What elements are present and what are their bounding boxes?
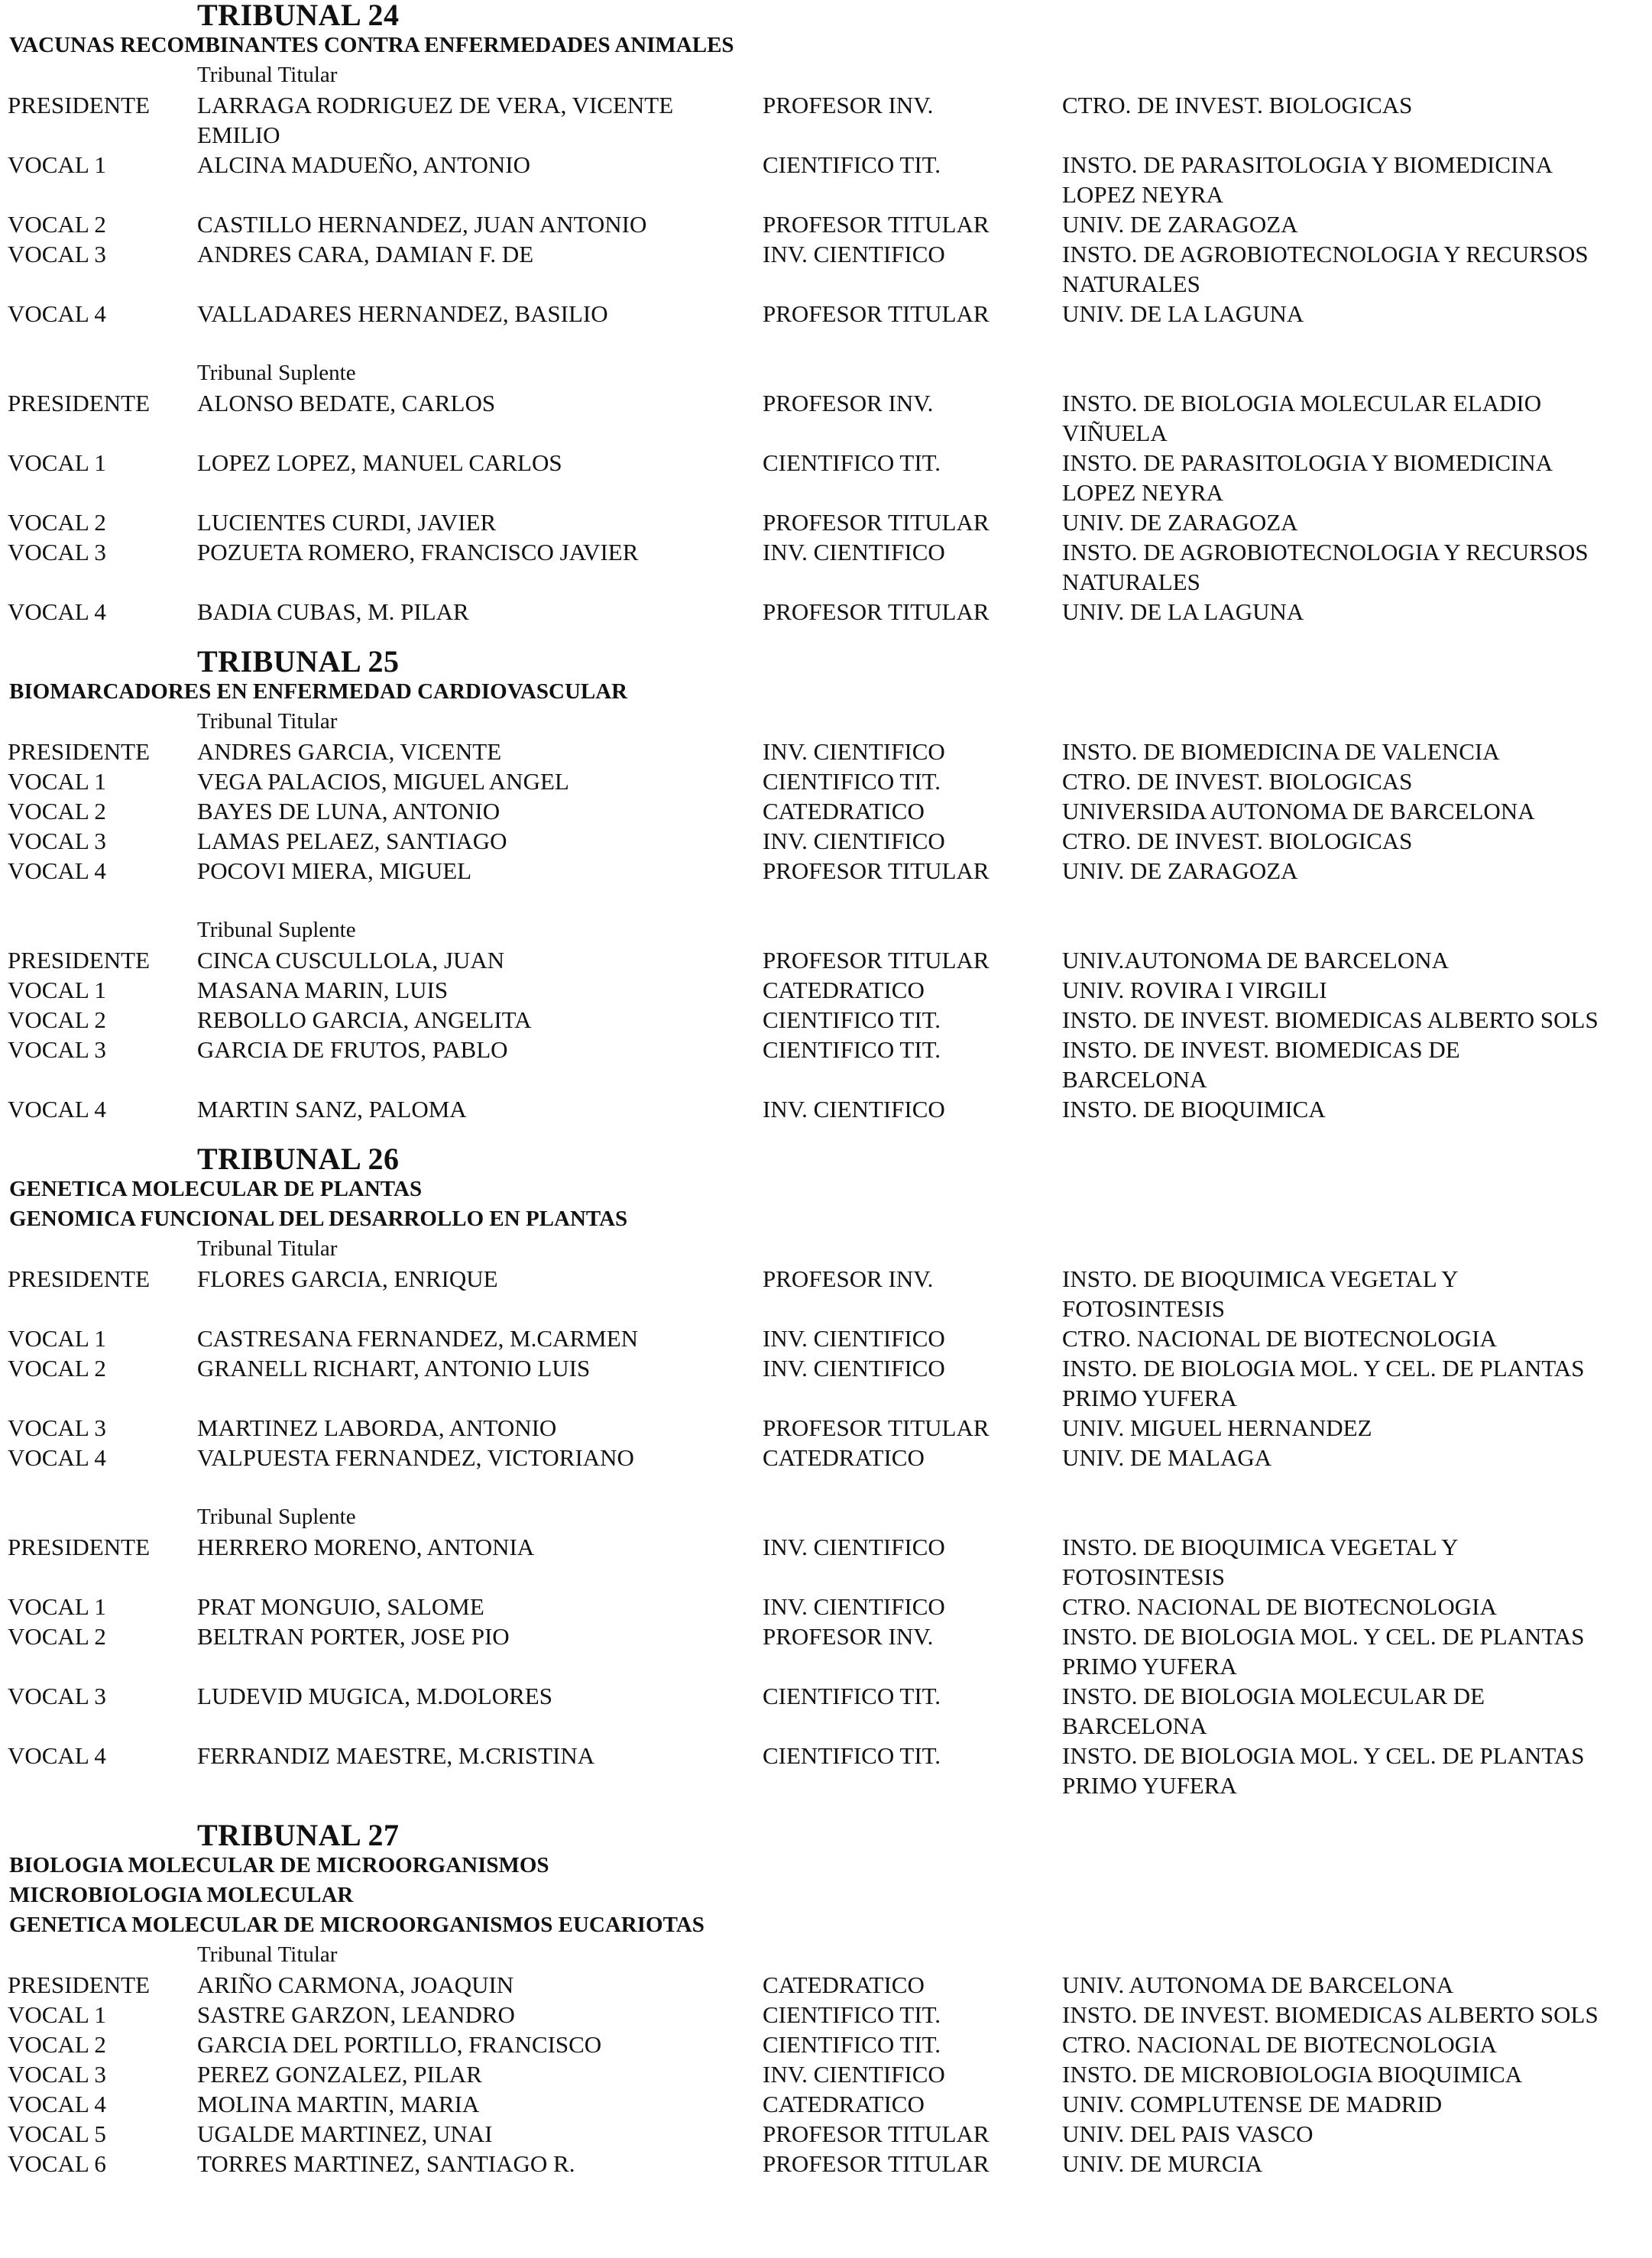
member-role: VOCAL 4 (8, 2091, 106, 2117)
member-role: VOCAL 2 (8, 798, 106, 824)
member-organization: INSTO. DE BIOQUIMICA (1062, 1096, 1326, 1123)
tribunal-group-label: Tribunal Suplente (197, 361, 356, 385)
member-role: VOCAL 4 (8, 857, 106, 884)
member-name: FERRANDIZ MAESTRE, M.CRISTINA (197, 1742, 595, 1769)
member-role: VOCAL 1 (8, 151, 106, 178)
member-row (0, 826, 1652, 856)
member-category: PROFESOR TITULAR (763, 211, 990, 238)
member-name: CINCA CUSCULLOLA, JUAN (197, 947, 505, 973)
member-category: PROFESOR TITULAR (763, 1414, 990, 1441)
member-role: VOCAL 1 (8, 449, 106, 476)
member-organization: CTRO. DE INVEST. BIOLOGICAS (1062, 92, 1413, 118)
member-name: CASTRESANA FERNANDEZ, M.CARMEN (197, 1325, 639, 1352)
member-category: PROFESOR INV. (763, 1265, 934, 1292)
member-name: BELTRAN PORTER, JOSE PIO (197, 1623, 510, 1650)
member-role: VOCAL 1 (8, 768, 106, 795)
member-row (0, 1443, 1652, 1472)
tribunal-section (0, 1144, 1652, 1820)
member-category: PROFESOR TITULAR (763, 2120, 990, 2147)
member-category: CATEDRATICO (763, 1444, 925, 1471)
member-role: VOCAL 2 (8, 2031, 106, 2058)
member-organization: UNIV. DEL PAIS VASCO (1062, 2120, 1314, 2147)
member-row (0, 2089, 1652, 2119)
member-category: INV. CIENTIFICO (763, 1534, 945, 1560)
tribunal-group-label: Tribunal Titular (197, 1236, 338, 1261)
tribunal-title: TRIBUNAL 25 (197, 644, 400, 679)
member-name: SASTRE GARZON, LEANDRO (197, 2001, 515, 2028)
member-organization: UNIV. MIGUEL HERNANDEZ (1062, 1414, 1372, 1441)
member-role: VOCAL 3 (8, 539, 106, 565)
member-role: VOCAL 3 (8, 241, 106, 267)
member-name: ALCINA MADUEÑO, ANTONIO (197, 151, 530, 178)
member-role: VOCAL 3 (8, 1683, 106, 1709)
member-name: ANDRES CARA, DAMIAN F. DE (197, 241, 534, 267)
member-organization: UNIV. AUTONOMA DE BARCELONA (1062, 1971, 1454, 1998)
member-organization: INSTO. DE PARASITOLOGIA Y BIOMEDICINA LOPEZ NEYRA (1062, 449, 1553, 506)
tribunal-section (0, 0, 1652, 646)
member-row (0, 2059, 1652, 2089)
member-row (0, 1413, 1652, 1443)
member-row (0, 1532, 1652, 1592)
member-category: INV. CIENTIFICO (763, 1096, 945, 1123)
member-name: GARCIA DEL PORTILLO, FRANCISCO (197, 2031, 602, 2058)
member-organization: INSTO. DE BIOQUIMICA VEGETAL Y FOTOSINTESIS (1062, 1534, 1459, 1590)
member-category: PROFESOR TITULAR (763, 857, 990, 884)
member-row (0, 448, 1652, 507)
tribunal-subject: GENETICA MOLECULAR DE MICROORGANISMOS EUCARIOTAS (9, 1913, 705, 1937)
member-row (0, 299, 1652, 329)
member-category: PROFESOR TITULAR (763, 2150, 990, 2177)
member-organization: UNIV. ROVIRA I VIRGILI (1062, 977, 1327, 1003)
group-spacer (0, 1472, 1652, 1502)
member-role: PRESIDENTE (8, 947, 150, 973)
member-organization: CTRO. NACIONAL DE BIOTECNOLOGIA (1062, 1325, 1497, 1352)
member-role: VOCAL 4 (8, 1742, 106, 1769)
member-role: VOCAL 4 (8, 598, 106, 625)
member-row (0, 1621, 1652, 1681)
tribunal-subject: GENOMICA FUNCIONAL DEL DESARROLLO EN PLANTAS (9, 1207, 628, 1231)
member-category: CIENTIFICO TIT. (763, 2031, 941, 2058)
member-role: PRESIDENTE (8, 1265, 150, 1292)
member-name: VALLADARES HERNANDEZ, BASILIO (197, 300, 608, 327)
member-category: PROFESOR TITULAR (763, 947, 990, 973)
member-role: VOCAL 2 (8, 1355, 106, 1382)
member-role: VOCAL 3 (8, 1036, 106, 1063)
member-name: MARTINEZ LABORDA, ANTONIO (197, 1414, 557, 1441)
member-row (0, 2030, 1652, 2059)
member-organization: UNIV. DE ZARAGOZA (1062, 857, 1298, 884)
member-name: ALONSO BEDATE, CARLOS (197, 390, 496, 416)
member-role: VOCAL 1 (8, 2001, 106, 2028)
member-role: VOCAL 4 (8, 300, 106, 327)
member-role: VOCAL 3 (8, 828, 106, 854)
member-organization: INSTO. DE INVEST. BIOMEDICAS ALBERTO SOLS (1062, 2001, 1599, 2028)
member-row (0, 1094, 1652, 1124)
member-organization: UNIV. COMPLUTENSE DE MADRID (1062, 2091, 1443, 2117)
member-organization: UNIV. DE ZARAGOZA (1062, 509, 1298, 536)
member-role: PRESIDENTE (8, 738, 150, 765)
member-name: MARTIN SANZ, PALOMA (197, 1096, 467, 1123)
member-name: FLORES GARCIA, ENRIQUE (197, 1265, 498, 1292)
member-role: VOCAL 3 (8, 2061, 106, 2088)
member-category: INV. CIENTIFICO (763, 2061, 945, 2088)
member-row (0, 597, 1652, 627)
member-row (0, 796, 1652, 826)
member-name: MASANA MARIN, LUIS (197, 977, 449, 1003)
member-row (0, 1264, 1652, 1323)
member-category: PROFESOR INV. (763, 1623, 934, 1650)
member-organization: UNIVERSIDA AUTONOMA DE BARCELONA (1062, 798, 1535, 824)
tribunal-group-label: Tribunal Titular (197, 709, 338, 734)
member-organization: INSTO. DE INVEST. BIOMEDICAS ALBERTO SOLS (1062, 1006, 1599, 1033)
member-row (0, 856, 1652, 886)
member-category: CATEDRATICO (763, 798, 925, 824)
member-row (0, 507, 1652, 537)
member-row (0, 1681, 1652, 1741)
member-row (0, 2149, 1652, 2179)
tribunal-subject: BIOMARCADORES EN ENFERMEDAD CARDIOVASCULAR (9, 679, 628, 704)
member-category: CIENTIFICO TIT. (763, 768, 941, 795)
member-row (0, 766, 1652, 796)
member-organization: UNIV. DE LA LAGUNA (1062, 300, 1304, 327)
member-name: POZUETA ROMERO, FRANCISCO JAVIER (197, 539, 639, 565)
tribunal-section (0, 646, 1652, 1144)
tribunal-title: TRIBUNAL 24 (197, 0, 400, 32)
member-role: VOCAL 1 (8, 977, 106, 1003)
member-name: LARRAGA RODRIGUEZ DE VERA, VICENTE EMILIO (197, 92, 674, 148)
member-organization: UNIV. DE MURCIA (1062, 2150, 1263, 2177)
member-category: CIENTIFICO TIT. (763, 1683, 941, 1709)
member-category: INV. CIENTIFICO (763, 1593, 945, 1620)
member-role: PRESIDENTE (8, 1971, 150, 1998)
member-row (0, 537, 1652, 597)
member-role: VOCAL 2 (8, 211, 106, 238)
member-category: CIENTIFICO TIT. (763, 2001, 941, 2028)
tribunal-subject: BIOLOGIA MOLECULAR DE MICROORGANISMOS (9, 1853, 549, 1877)
member-organization: CTRO. NACIONAL DE BIOTECNOLOGIA (1062, 2031, 1497, 2058)
tribunal-title: TRIBUNAL 26 (197, 1142, 400, 1176)
member-role: VOCAL 4 (8, 1444, 106, 1471)
member-category: INV. CIENTIFICO (763, 539, 945, 565)
member-category: CATEDRATICO (763, 2091, 925, 2117)
member-category: INV. CIENTIFICO (763, 1325, 945, 1352)
member-row (0, 1035, 1652, 1094)
member-organization: INSTO. DE INVEST. BIOMEDICAS DE BARCELONA (1062, 1036, 1460, 1093)
member-name: ANDRES GARCIA, VICENTE (197, 738, 502, 765)
member-category: PROFESOR INV. (763, 390, 934, 416)
member-role: VOCAL 4 (8, 1096, 106, 1123)
member-name: POCOVI MIERA, MIGUEL (197, 857, 472, 884)
member-row (0, 239, 1652, 299)
member-name: BAYES DE LUNA, ANTONIO (197, 798, 500, 824)
member-name: BADIA CUBAS, M. PILAR (197, 598, 469, 625)
member-organization: INSTO. DE BIOLOGIA MOL. Y CEL. DE PLANTAS PRIMO YUFERA (1062, 1742, 1585, 1799)
member-name: MOLINA MARTIN, MARIA (197, 2091, 480, 2117)
member-category: CIENTIFICO TIT. (763, 1036, 941, 1063)
member-organization: CTRO. DE INVEST. BIOLOGICAS (1062, 828, 1413, 854)
member-row (0, 1970, 1652, 2000)
member-organization: UNIV. DE LA LAGUNA (1062, 598, 1304, 625)
member-category: CIENTIFICO TIT. (763, 151, 941, 178)
member-category: INV. CIENTIFICO (763, 1355, 945, 1382)
member-organization: INSTO. DE BIOLOGIA MOL. Y CEL. DE PLANTAS PRIMO YUFERA (1062, 1355, 1585, 1411)
member-category: INV. CIENTIFICO (763, 828, 945, 854)
member-role: PRESIDENTE (8, 92, 150, 118)
member-organization: CTRO. NACIONAL DE BIOTECNOLOGIA (1062, 1593, 1497, 1620)
member-row (0, 2000, 1652, 2030)
member-organization: INSTO. DE BIOMEDICINA DE VALENCIA (1062, 738, 1500, 765)
tribunal-subject: VACUNAS RECOMBINANTES CONTRA ENFERMEDADES ANIMALES (9, 33, 734, 57)
member-row (0, 945, 1652, 975)
member-category: CIENTIFICO TIT. (763, 449, 941, 476)
member-name: HERRERO MORENO, ANTONIA (197, 1534, 535, 1560)
member-name: VALPUESTA FERNANDEZ, VICTORIANO (197, 1444, 634, 1471)
member-organization: INSTO. DE BIOLOGIA MOLECULAR ELADIO VIÑUELA (1062, 390, 1542, 446)
tribunal-group-label: Tribunal Suplente (197, 918, 356, 942)
member-role: VOCAL 2 (8, 1623, 106, 1650)
tribunal-subject: MICROBIOLOGIA MOLECULAR (9, 1883, 354, 1907)
member-role: VOCAL 3 (8, 1414, 106, 1441)
member-name: GARCIA DE FRUTOS, PABLO (197, 1036, 508, 1063)
member-name: LOPEZ LOPEZ, MANUEL CARLOS (197, 449, 562, 476)
member-name: LUCIENTES CURDI, JAVIER (197, 509, 497, 536)
member-name: TORRES MARTINEZ, SANTIAGO R. (197, 2150, 575, 2177)
tribunal-subject: GENETICA MOLECULAR DE PLANTAS (9, 1177, 423, 1201)
tribunal-group-label: Tribunal Titular (197, 1942, 338, 1967)
member-role: VOCAL 2 (8, 1006, 106, 1033)
tribunal-group-label: Tribunal Suplente (197, 1505, 356, 1529)
group-spacer (0, 329, 1652, 358)
tribunal-group-label: Tribunal Titular (197, 63, 338, 87)
member-category: CATEDRATICO (763, 1971, 925, 1998)
member-category: INV. CIENTIFICO (763, 738, 945, 765)
member-role: PRESIDENTE (8, 390, 150, 416)
member-row (0, 1592, 1652, 1621)
member-organization: INSTO. DE AGROBIOTECNOLOGIA Y RECURSOS NATURALES (1062, 539, 1589, 595)
member-organization: INSTO. DE BIOQUIMICA VEGETAL Y FOTOSINTESIS (1062, 1265, 1459, 1322)
member-category: PROFESOR TITULAR (763, 598, 990, 625)
member-row (0, 150, 1652, 209)
member-category: CATEDRATICO (763, 977, 925, 1003)
member-name: GRANELL RICHART, ANTONIO LUIS (197, 1355, 591, 1382)
member-row (0, 1323, 1652, 1353)
member-row (0, 2119, 1652, 2149)
member-row (0, 1741, 1652, 1800)
member-organization: INSTO. DE PARASITOLOGIA Y BIOMEDICINA LOPEZ NEYRA (1062, 151, 1553, 208)
member-role: VOCAL 1 (8, 1325, 106, 1352)
member-row (0, 975, 1652, 1005)
member-row (0, 90, 1652, 150)
member-organization: INSTO. DE AGROBIOTECNOLOGIA Y RECURSOS NATURALES (1062, 241, 1589, 297)
member-row (0, 1353, 1652, 1413)
member-organization: UNIV.AUTONOMA DE BARCELONA (1062, 947, 1450, 973)
member-row (0, 1005, 1652, 1035)
member-name: PRAT MONGUIO, SALOME (197, 1593, 484, 1620)
member-organization: UNIV. DE ZARAGOZA (1062, 211, 1298, 238)
member-organization: CTRO. DE INVEST. BIOLOGICAS (1062, 768, 1413, 795)
tribunal-section (0, 1820, 1652, 2179)
member-category: INV. CIENTIFICO (763, 241, 945, 267)
member-role: VOCAL 5 (8, 2120, 106, 2147)
member-row (0, 209, 1652, 239)
member-role: VOCAL 6 (8, 2150, 106, 2177)
member-category: CIENTIFICO TIT. (763, 1742, 941, 1769)
member-row (0, 737, 1652, 766)
member-name: LUDEVID MUGICA, M.DOLORES (197, 1683, 552, 1709)
member-row (0, 388, 1652, 448)
member-category: CIENTIFICO TIT. (763, 1006, 941, 1033)
group-spacer (0, 886, 1652, 915)
member-name: VEGA PALACIOS, MIGUEL ANGEL (197, 768, 569, 795)
tribunal-title: TRIBUNAL 27 (197, 1818, 400, 1852)
member-name: PEREZ GONZALEZ, PILAR (197, 2061, 482, 2088)
member-name: REBOLLO GARCIA, ANGELITA (197, 1006, 532, 1033)
member-organization: UNIV. DE MALAGA (1062, 1444, 1272, 1471)
member-organization: INSTO. DE BIOLOGIA MOL. Y CEL. DE PLANTAS PRIMO YUFERA (1062, 1623, 1585, 1680)
member-role: VOCAL 1 (8, 1593, 106, 1620)
member-category: PROFESOR INV. (763, 92, 934, 118)
member-role: VOCAL 2 (8, 509, 106, 536)
member-name: ARIÑO CARMONA, JOAQUIN (197, 1971, 514, 1998)
member-category: PROFESOR TITULAR (763, 509, 990, 536)
member-role: PRESIDENTE (8, 1534, 150, 1560)
member-category: PROFESOR TITULAR (763, 300, 990, 327)
member-name: UGALDE MARTINEZ, UNAI (197, 2120, 493, 2147)
member-organization: INSTO. DE MICROBIOLOGIA BIOQUIMICA (1062, 2061, 1523, 2088)
member-name: CASTILLO HERNANDEZ, JUAN ANTONIO (197, 211, 647, 238)
member-name: LAMAS PELAEZ, SANTIAGO (197, 828, 507, 854)
member-organization: INSTO. DE BIOLOGIA MOLECULAR DE BARCELONA (1062, 1683, 1485, 1739)
